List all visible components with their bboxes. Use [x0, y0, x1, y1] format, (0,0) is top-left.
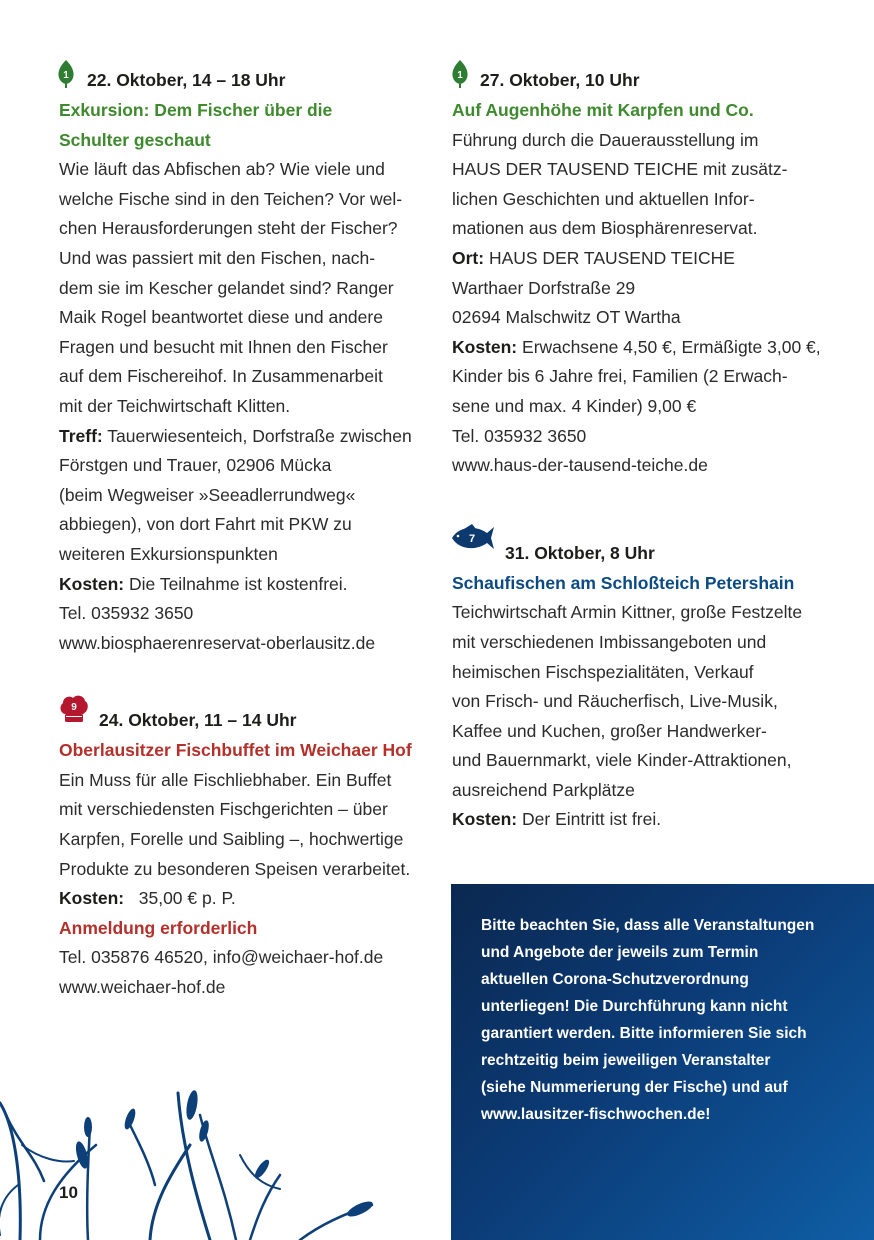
meeting-point-line: Förstgen und Trauer, 02906 Mücka — [59, 455, 332, 476]
badge-number: 1 — [63, 70, 69, 81]
description-line: ausreichend Parkplätze — [452, 779, 635, 800]
left-column — [59, 66, 429, 1003]
location — [452, 244, 832, 333]
badge-number: 1 — [457, 70, 463, 81]
event-description — [59, 766, 429, 884]
event-excursion — [59, 66, 429, 658]
event-title-line: Auf Augenhöhe mit Karpfen und Co. — [452, 100, 754, 120]
event-date: 22. Oktober, 14 – 18 Uhr — [87, 70, 286, 90]
costs — [452, 333, 832, 422]
description-line: mit verschiedensten Fischgerichten – über — [59, 799, 388, 820]
description-line: mationen aus dem Biosphärenreservat. — [452, 218, 758, 239]
notice-line: rechtzeitig beim jeweiligen Veranstalter — [481, 1052, 771, 1069]
description-line: welche Fische sind in den Teichen? Vor wel- — [59, 188, 403, 209]
description-line: mit der Teichwirtschaft Klitten. — [59, 395, 291, 416]
location-line: HAUS DER TAUSEND TEICHE — [488, 247, 735, 268]
event-title-line: Exkursion: Dem Fischer über die — [59, 100, 333, 120]
description-line: Und was passiert mit den Fischen, nach- — [59, 247, 376, 268]
costs-value: sene und max. 4 Kinder) 9,00 € — [452, 395, 697, 416]
costs-label: Kosten: — [59, 573, 125, 594]
description-line: lichen Geschichten und aktuellen Infor- — [452, 188, 755, 209]
event-description — [452, 126, 832, 244]
description-line: mit verschiedenen Imbissangeboten und — [452, 631, 767, 652]
costs-value: Erwachsene 4,50 €, Ermäßigte 3,00 €, — [522, 336, 821, 357]
event-description — [452, 598, 832, 805]
notice-line: aktuellen Corona-Schutzverordnung — [481, 971, 749, 988]
costs-value: Kinder bis 6 Jahre frei, Familien (2 Erwach- — [452, 366, 788, 387]
badge-number: 7 — [468, 532, 476, 545]
meeting-point-label: Treff: — [59, 425, 103, 446]
meeting-point-line: abbiegen), von dort Fahrt mit PKW zu — [59, 514, 352, 535]
reeds-illustration — [0, 1085, 400, 1240]
costs-value: 35,00 € p. P. — [129, 888, 236, 909]
description-line: dem sie im Kescher gelandet sind? Ranger — [59, 277, 394, 298]
event-title-line: Schulter geschaut — [59, 129, 211, 150]
page-number: 10 — [59, 1183, 78, 1202]
description-line: heimischen Fischspezialitäten, Verkauf — [452, 661, 754, 682]
notice-line: und Angebote der jeweils zum Termin — [481, 944, 759, 961]
description-line: HAUS DER TAUSEND TEICHE mit zusätz- — [452, 159, 788, 180]
event-title-line: Oberlausitzer Fischbuffet im Weichaer Hof — [59, 740, 412, 761]
description-line: und Bauernmarkt, viele Kinder-Attraktionen, — [452, 750, 792, 771]
website-link[interactable]: www.biosphaerenreservat-oberlausitz.de — [59, 632, 376, 653]
costs-label: Kosten: — [452, 809, 518, 830]
description-line: Wie läuft das Abfischen ab? Wie viele und — [59, 159, 385, 180]
description-line: Kaffee und Kuchen, großer Handwerker- — [452, 720, 767, 741]
meeting-point-line: weiteren Exkursionspunkten — [59, 543, 278, 564]
description-line: von Frisch- und Räucherfisch, Live-Musik, — [452, 691, 778, 712]
right-column — [452, 66, 832, 835]
costs-value: Die Teilnahme ist kostenfrei. — [129, 573, 348, 594]
costs-value: Der Eintritt ist frei. — [522, 809, 662, 830]
leaf-icon — [56, 59, 76, 89]
website-link[interactable]: www.weichaer-hof.de — [59, 977, 226, 998]
meeting-point-line: (beim Wegweiser »Seeadlerrundweg« — [59, 484, 356, 505]
event-title — [452, 96, 832, 126]
event-header — [59, 702, 429, 736]
notice-link[interactable]: www.lausitzer-fischwochen.de! — [481, 1106, 711, 1123]
description-line: Maik Rogel beantwortet diese und andere — [59, 307, 383, 328]
corona-notice-box — [451, 884, 874, 1240]
event-date: 27. Oktober, 10 Uhr — [480, 70, 640, 90]
event-title — [59, 96, 429, 155]
event-fish-buffet — [59, 702, 429, 1002]
costs-label: Kosten: — [59, 888, 125, 909]
event-header — [59, 66, 429, 96]
meeting-point-line: Tauerwiesenteich, Dorfstraße zwischen — [107, 425, 412, 446]
description-line: Ein Muss für alle Fischliebhaber. Ein Buffet — [59, 769, 392, 790]
description-line: Karpfen, Forelle und Saibling –, hochwertige — [59, 829, 404, 850]
event-title — [452, 569, 832, 599]
chef-hat-icon — [59, 692, 89, 724]
event-guided-tour — [452, 66, 832, 481]
event-title — [59, 736, 429, 766]
description-line: Führung durch die Dauerausstellung im — [452, 129, 759, 150]
phone-number[interactable]: Tel. 035932 3650 — [452, 425, 587, 446]
website-link[interactable]: www.haus-der-tausend-teiche.de — [452, 455, 708, 476]
registration-note: Anmeldung erforderlich — [59, 917, 258, 938]
leaf-icon — [450, 59, 470, 89]
description-line: auf dem Fischereihof. In Zusammenarbeit — [59, 366, 383, 387]
costs — [452, 805, 832, 835]
fish-icon — [450, 523, 496, 553]
event-date: 31. Oktober, 8 Uhr — [505, 542, 655, 563]
location-label: Ort: — [452, 247, 485, 268]
costs — [59, 570, 429, 600]
event-description — [59, 155, 429, 421]
contact-phone-email[interactable]: Tel. 035876 46520, info@weichaer-hof.de — [59, 947, 384, 968]
badge-number: 9 — [71, 702, 77, 714]
description-line: Produkte zu besonderen Speisen verarbeitet. — [59, 858, 411, 879]
event-title-line: Schaufischen am Schloßteich Petershain — [452, 572, 795, 593]
event-date: 24. Oktober, 11 – 14 Uhr — [99, 710, 297, 731]
event-header — [452, 66, 832, 96]
notice-line: unterliegen! Die Durchführung kann nicht — [481, 998, 788, 1015]
location-line: 02694 Malschwitz OT Wartha — [452, 307, 681, 328]
notice-line: (siehe Nummerierung der Fische) und auf — [481, 1079, 788, 1096]
description-line: Teichwirtschaft Armin Kittner, große Festzelte — [452, 602, 803, 623]
meeting-point — [59, 422, 429, 570]
notice-line: garantiert werden. Bitte informieren Sie sich — [481, 1025, 807, 1042]
event-header — [452, 532, 832, 569]
notice-line: Bitte beachten Sie, dass alle Veranstaltungen — [481, 917, 815, 934]
costs-label: Kosten: — [452, 336, 518, 357]
costs — [59, 884, 429, 914]
event-show-fishing — [452, 532, 832, 835]
description-line: chen Herausforderungen steht der Fischer? — [59, 218, 398, 239]
description-line: Fragen und besucht mit Ihnen den Fischer — [59, 336, 388, 357]
phone-number[interactable]: Tel. 035932 3650 — [59, 603, 194, 624]
location-line: Warthaer Dorfstraße 29 — [452, 277, 636, 298]
